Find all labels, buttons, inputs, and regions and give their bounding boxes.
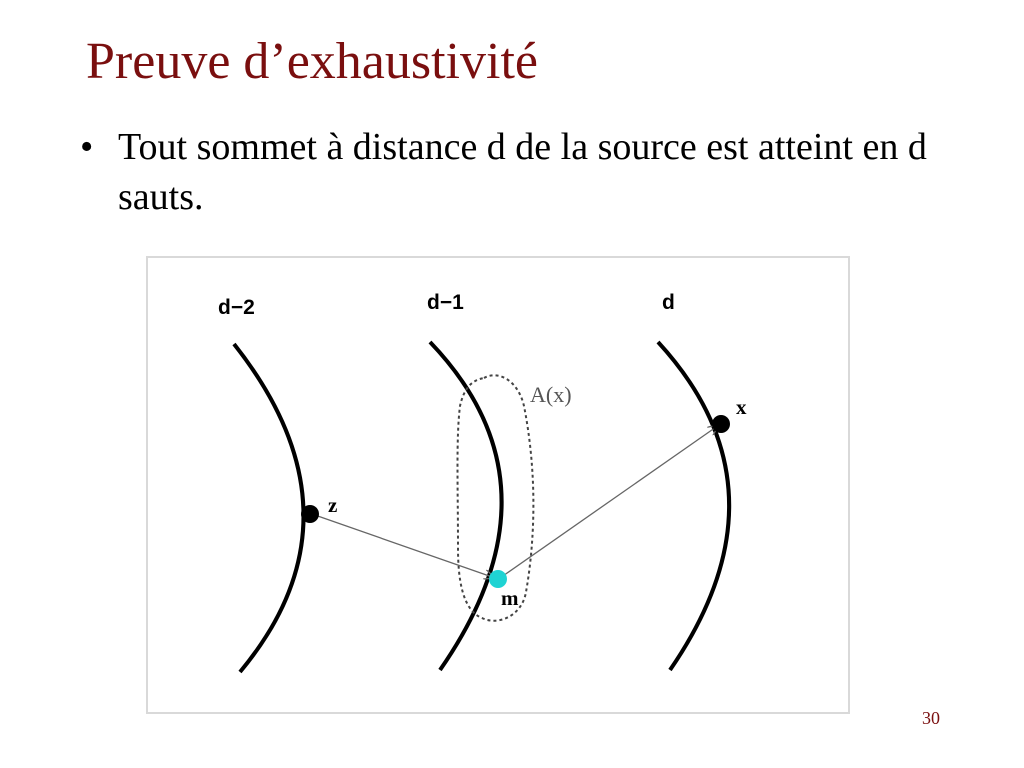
node-label-z: z	[328, 493, 338, 517]
bfs-layer-diagram	[146, 256, 850, 714]
bullet-item	[80, 122, 940, 222]
slide-title: Preuve d’exhaustivité	[86, 33, 538, 90]
layer-label-d-1: d−1	[427, 291, 464, 314]
bullet-text: Tout sommet à distance d de la source est atteint en d sauts.	[118, 126, 927, 218]
page-number: 30	[922, 708, 940, 728]
node-x	[712, 415, 730, 433]
node-label-x: x	[736, 395, 747, 419]
bullet-list	[80, 122, 940, 222]
layer-curve-d-2	[234, 344, 304, 672]
layer-curve-d-1	[430, 342, 502, 670]
layer-label-d: d	[662, 291, 675, 314]
bullet-marker: •	[80, 126, 94, 168]
diagram-canvas	[148, 258, 852, 716]
node-label-m: m	[501, 586, 519, 610]
layer-curve-d	[658, 342, 729, 670]
edge-z-m	[312, 514, 495, 578]
layer-label-d-2: d−2	[218, 296, 255, 319]
node-z	[301, 505, 319, 523]
set-a-x-label: A(x)	[530, 382, 572, 407]
